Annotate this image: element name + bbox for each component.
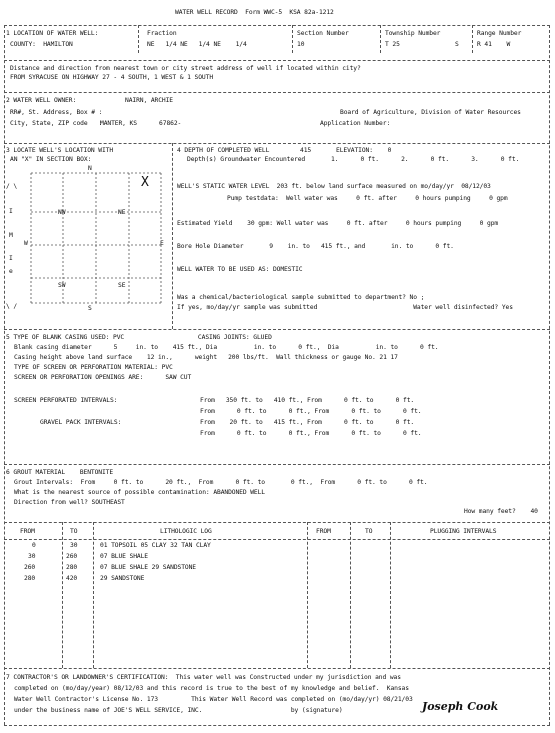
col-sep — [380, 25, 381, 53]
contamination-source: What is the nearest source of possible contamination: ABANDONED WELL — [14, 489, 265, 496]
col-sep — [472, 25, 473, 53]
log-header-to: TO — [70, 528, 78, 535]
locate-label-2: AN "X" IN SECTION BOX: — [10, 156, 92, 163]
log-row-to: 420 — [66, 575, 78, 582]
log-header-to-2: TO — [365, 528, 373, 535]
certification-line-2: completed on (mo/day/year) 08/12/03 and this record is true to the best of my knowledge and belief. Kansas — [14, 685, 409, 692]
quadrant-sw: SW — [58, 282, 66, 289]
fraction-value: NE 1/4 NE 1/4 NE 1/4 — [147, 41, 247, 48]
quadrant-nw: NW — [58, 209, 66, 216]
divider — [4, 329, 550, 330]
gravel-pack-label: GRAVEL PACK INTERVALS: — [40, 419, 122, 426]
well-location-x-mark: X — [141, 175, 149, 190]
gravel-pack-2: From 0 ft. to 0 ft., From 0 ft. to 0 ft. — [200, 430, 422, 437]
screen-openings: SCREEN OR PERFORATION OPENINGS ARE: SAW CUT — [14, 374, 192, 381]
certification-line-4: under the business name of JOE'S WELL SERVICE, INC. by (signature) — [14, 707, 343, 714]
casing-type: 5 TYPE OF BLANK CASING USED: PVC CASING JOINTS: GLUED — [6, 334, 272, 341]
divider — [4, 92, 550, 93]
quadrant-ne: NE — [118, 209, 126, 216]
township-label: Township Number — [385, 30, 441, 37]
bore-hole-diameter: Bore Hole Diameter 9 in. to 415 ft., and in. to 0 ft. — [177, 243, 454, 250]
form-title: WATER WELL RECORD Form WWC-5 KSA 82a-1212 — [175, 9, 334, 16]
owner-label: 2 WATER WELL OWNER: — [6, 97, 77, 104]
grid-letter: e — [9, 268, 13, 275]
col-sep — [292, 25, 293, 53]
col-sep — [172, 143, 173, 329]
groundwater-depths: Depth(s) Groundwater Encountered 1. 0 ft. 2. 0 ft. 3. 0 ft. — [187, 156, 520, 163]
address-label: RR#, St. Address, Box # : — [10, 109, 103, 116]
divider — [4, 143, 550, 144]
sample-submitted-date: If yes, mo/day/yr sample was submitted Water well disinfected? Yes — [177, 304, 513, 311]
log-col-sep — [350, 522, 351, 668]
bottom-border — [4, 725, 550, 726]
water-use: WELL WATER TO BE USED AS: DOMESTIC — [177, 266, 303, 273]
grid-letter: \ / — [6, 303, 18, 310]
log-row-desc: 07 BLUE SHALE 29 SANDSTONE — [100, 564, 196, 571]
log-col-sep — [307, 522, 308, 668]
grid-letter: M — [9, 232, 13, 239]
log-header-plugging: PLUGGING INTERVALS — [430, 528, 497, 535]
divider — [4, 539, 550, 540]
log-row-to: 280 — [66, 564, 78, 571]
screen-interval-1: From 350 ft. to 410 ft., From 0 ft. to 0 ft. — [200, 397, 415, 404]
log-header-from: FROM — [20, 528, 35, 535]
log-row-desc: 01 TOPSOIL 05 CLAY 32 TAN CLAY — [100, 542, 211, 549]
divider — [4, 668, 550, 669]
board-name: Board of Agriculture, Division of Water Resources — [340, 109, 521, 116]
depth-value: 415 — [300, 147, 312, 154]
log-row-desc: 07 BLUE SHALE — [100, 553, 148, 560]
right-border — [549, 25, 550, 725]
certification-line-3: Water Well Contractor's License No. 173 This Water Well Record was completed on (mo/day/yr) 08/21/03 — [14, 696, 413, 703]
log-row-desc: 29 SANDSTONE — [100, 575, 145, 582]
range-number: R 41 W — [477, 41, 511, 48]
owner-name: NAIRN, ARCHIE — [125, 97, 173, 104]
certification-line-1: 7 CONTRACTOR'S OR LANDOWNER'S CERTIFICATION: This water well was Constructed under my jurisdiction and was — [6, 674, 401, 681]
log-col-sep — [93, 522, 94, 668]
location-label: 1 LOCATION OF WATER WELL: — [6, 30, 99, 37]
log-col-sep — [390, 522, 391, 668]
grid-letter: I — [9, 208, 13, 215]
log-row-from: 280 — [24, 575, 36, 582]
log-header-lithologic: LITHOLOGIC LOG — [160, 528, 212, 535]
application-number-label: Application Number: — [320, 120, 391, 127]
compass-n: N — [88, 165, 92, 172]
range-label: Range Number — [477, 30, 522, 37]
grid-letter: I — [9, 255, 13, 262]
township-number: T 25 — [385, 41, 400, 48]
log-row-to: 30 — [70, 542, 78, 549]
grout-intervals: Grout Intervals: From 0 ft. to 20 ft., From 0 ft. to 0 ft., From 0 ft. to 0 ft. — [14, 479, 428, 486]
contamination-direction: Direction from well? SOUTHEAST — [14, 499, 125, 506]
distance-answer: FROM SYRACUSE ON HIGHWAY 27 - 4 SOUTH, 1 WEST & 1 SOUTH — [10, 74, 214, 81]
log-row-from: 30 — [28, 553, 36, 560]
elevation: ELEVATION: 0 — [336, 147, 392, 154]
compass-e: E — [160, 240, 164, 247]
top-border — [4, 25, 550, 26]
depth-label: 4 DEPTH OF COMPLETED WELL — [177, 147, 270, 154]
casing-height: Casing height above land surface 12 in., weight 200 lbs/ft. Wall thickness or gauge No. 21 17 — [14, 354, 398, 361]
section-grid — [30, 172, 162, 304]
city-label: City, State, ZIP code : — [10, 120, 103, 127]
log-row-from: 0 — [32, 542, 36, 549]
divider — [4, 522, 550, 523]
section-number-label: Section Number — [297, 30, 349, 37]
screen-interval-2: From 0 ft. to 0 ft., From 0 ft. to 0 ft. — [200, 408, 422, 415]
log-row-to: 260 — [66, 553, 78, 560]
township-direction: S — [455, 41, 459, 48]
estimated-yield: Estimated Yield 30 gpm: Well water was 0 ft. after 0 hours pumping 0 gpm — [177, 220, 499, 227]
col-sep — [138, 25, 139, 53]
pump-test-data: Pump testdata: Well water was 0 ft. after 0 hours pumping 0 gpm — [227, 195, 508, 202]
distance-question: Distance and direction from nearest town or city street address of well if located within city? — [10, 65, 361, 72]
chemical-sample-question: Was a chemical/bacteriological sample submitted to department? No ; — [177, 294, 425, 301]
grout-material: 6 GROUT MATERIAL BENTONITE — [6, 469, 114, 476]
divider — [4, 464, 550, 465]
grid-letter: / \ — [6, 183, 18, 190]
compass-s: S — [88, 305, 92, 312]
county: COUNTY: HAMILTON — [10, 41, 73, 48]
log-col-sep — [62, 522, 63, 668]
contamination-distance: How many feet? 40 — [464, 508, 538, 515]
casing-diameter: Blank casing diameter 5 in. to 415 ft., Dia in. to 0 ft., Dia in. to 0 ft. — [14, 344, 439, 351]
log-header-from-2: FROM — [316, 528, 331, 535]
divider — [4, 60, 550, 61]
left-border — [4, 25, 5, 725]
log-row-from: 260 — [24, 564, 36, 571]
screen-material: TYPE OF SCREEN OR PERFORATION MATERIAL: PVC — [14, 364, 173, 371]
compass-w: W — [24, 240, 28, 247]
contractor-signature: Joseph Cook — [422, 700, 499, 713]
city-value: MANTER, KS 67862- — [100, 120, 182, 127]
screen-intervals-label: SCREEN PERFORATED INTERVALS: — [14, 397, 118, 404]
locate-label: 3 LOCATE WELL'S LOCATION WITH — [6, 147, 114, 154]
static-water-level: WELL'S STATIC WATER LEVEL 203 ft. below land surface measured on mo/day/yr 08/12/03 — [177, 183, 491, 190]
gravel-pack-1: From 20 ft. to 415 ft., From 0 ft. to 0 ft. — [200, 419, 415, 426]
fraction-label: Fraction — [147, 30, 177, 37]
quadrant-se: SE — [118, 282, 126, 289]
section-number: 10 — [297, 41, 305, 48]
